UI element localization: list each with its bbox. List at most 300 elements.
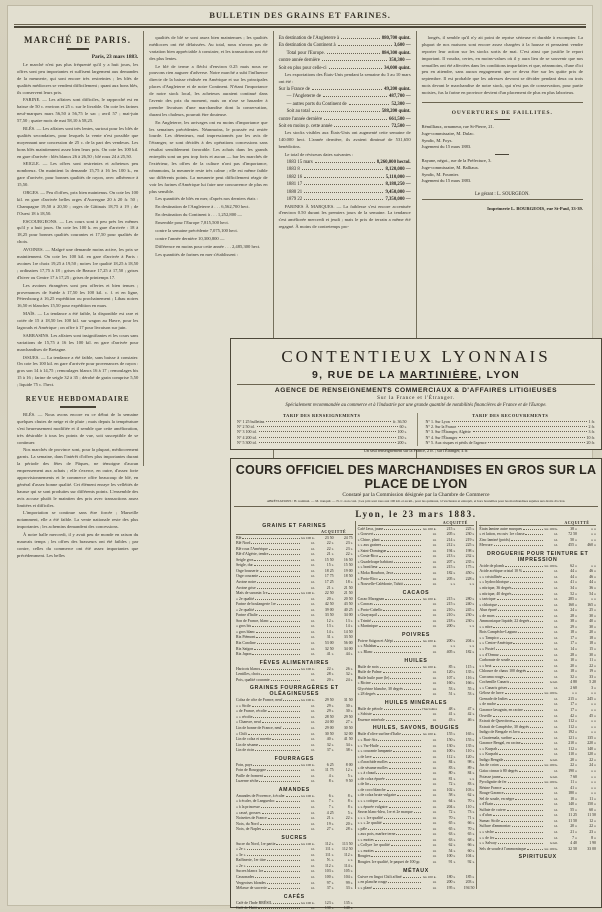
price-row bbox=[236, 748, 353, 754]
price-high: 25 » bbox=[589, 608, 596, 613]
price-low: 150 » bbox=[446, 738, 456, 742]
price-high: 32 00 bbox=[343, 731, 353, 736]
col3-export-stat-3 bbox=[279, 108, 411, 115]
price-low: 213 » bbox=[446, 554, 456, 559]
commodity-name: Grenade de Indies bbox=[479, 696, 508, 701]
price-high: » » bbox=[591, 730, 596, 735]
leader-dots bbox=[512, 825, 543, 828]
commodity-name: Farine de boulangerie 1re bbox=[236, 602, 276, 607]
unit: id. bbox=[554, 719, 558, 724]
unit: les 100 k. bbox=[301, 698, 315, 703]
ad-address-pre: 9, RUE DE LA bbox=[312, 369, 400, 381]
leader-dots bbox=[252, 704, 300, 707]
price-row bbox=[236, 652, 353, 658]
leader-dots bbox=[382, 543, 421, 546]
price-low: 51 » bbox=[448, 692, 456, 697]
unit: id. bbox=[432, 815, 437, 820]
leader-dots bbox=[370, 782, 421, 785]
price-low: 29 50 bbox=[324, 698, 334, 703]
acquitte-label: ACQUITTÉ bbox=[321, 529, 347, 534]
leader-dots bbox=[383, 821, 422, 824]
price-high: 230 » bbox=[465, 618, 475, 623]
price-low: 30 50 bbox=[324, 731, 334, 736]
price-low: 19 » bbox=[326, 821, 334, 826]
leader-dots bbox=[283, 698, 299, 701]
price-low: 29 » bbox=[570, 624, 577, 629]
col3-export-stat-4 bbox=[279, 116, 411, 123]
unit: id. bbox=[432, 543, 437, 548]
leader-dots bbox=[379, 565, 422, 568]
imprimeur-line: Imprimerie L. BOURGEOIS, rue St-Paul, 33-39. bbox=[487, 206, 583, 212]
price-high: 12 » bbox=[345, 768, 353, 773]
unit: id. bbox=[554, 696, 558, 701]
price-high: 44 » bbox=[345, 652, 353, 657]
leader-dots bbox=[257, 641, 300, 644]
col4-para-top: longés, il semble qu'il n'y ait point de reprise sérieuse et durable à escompter. La plupart de nos maisons sont encore assez chargées à la hausse et pensaient vendre reporter leur action sur les stocks sortis de mai. C'est ainsi que justifie le report important. Il voudra, certes, en moins-values où il y aura lieu de se souvenir que nos semailles ont été affectées dans les conditions imparfaites et que, néanmoins, d'une d'ici peu en attendre, sans aucun engagement que ce devra être sur les quitte prix de septembre. Il est probable que les adresses devront se décider pendant deux ou trois mois devant le marchandise de notre stock, qui n'est pas de conservation, pour partie moisies, fus la farine en province devient d'un placement de plus en plus laborieux. bbox=[421, 35, 583, 96]
unit: id. bbox=[554, 646, 558, 651]
acquitte-header bbox=[236, 530, 353, 535]
commodity-name: » » Centre-Amérique bbox=[479, 641, 513, 646]
unit: id. bbox=[432, 576, 437, 581]
price-group-heading-poivres: POIVRES bbox=[402, 631, 430, 638]
price-high: 280 » bbox=[465, 596, 475, 601]
unit: id. bbox=[554, 791, 558, 796]
price-low: 207 » bbox=[446, 559, 456, 564]
leader-dots bbox=[247, 864, 300, 867]
price-high: 36 » bbox=[589, 585, 596, 590]
unit: id. bbox=[311, 863, 315, 868]
unit: id. bbox=[432, 565, 437, 570]
price-low: 180 » bbox=[446, 874, 456, 879]
price-high: » » bbox=[591, 785, 596, 790]
tariff-price: 10 fr. bbox=[586, 434, 595, 440]
unit: id. bbox=[311, 677, 315, 682]
price-row bbox=[236, 886, 353, 892]
leader-dots bbox=[242, 536, 299, 539]
price-high: 460 » bbox=[587, 543, 596, 548]
commodity-name: » » Sicile bbox=[236, 703, 251, 708]
price-high: 18 50 bbox=[343, 574, 353, 579]
price-high: » » bbox=[591, 791, 596, 796]
price-low: 17 » bbox=[570, 708, 577, 712]
price-low: 140 » bbox=[568, 802, 577, 807]
price-high: 30 » bbox=[345, 709, 353, 714]
commodity-name: » à écaler, de Languedoc bbox=[236, 799, 275, 804]
leader-dots bbox=[377, 692, 422, 695]
leader-dots bbox=[273, 901, 300, 904]
stat-label: 1881 17 bbox=[286, 182, 303, 188]
commodity-name: Garance Bengal, en racine bbox=[479, 741, 521, 746]
commodity-name: » nitrique, 40 degrés bbox=[479, 591, 512, 596]
price-high: » » bbox=[591, 702, 596, 707]
commodity-name: » » récolte bbox=[236, 714, 253, 719]
commodity-name: » » Kurpahi bbox=[479, 752, 498, 757]
commodity-name: » Guayaquil bbox=[357, 613, 377, 618]
price-high: 116 » bbox=[465, 675, 475, 680]
price-low: 40 » bbox=[326, 737, 334, 742]
leader-dots bbox=[283, 726, 300, 729]
price-low: 29 » bbox=[326, 703, 334, 708]
unit: id. bbox=[432, 880, 437, 885]
price-low: 7 » bbox=[572, 835, 577, 840]
leader-dots bbox=[511, 658, 543, 661]
tariff-price: 100 » bbox=[397, 429, 407, 435]
leader-dots bbox=[504, 758, 543, 761]
commodity-name: » de colza épurée bbox=[357, 776, 385, 781]
price-high: 110 » bbox=[465, 749, 475, 754]
commodity-name: Huile huile pure (le) bbox=[357, 675, 390, 680]
commodity-name: Pyrolignite de fer bbox=[479, 780, 507, 785]
commodity-name: Avoine noire bbox=[236, 579, 257, 584]
commodity-name: Sels de soude à l'ammoniaque bbox=[479, 846, 527, 851]
commodity-name: » » nitre bbox=[479, 624, 493, 629]
commodity-name: Garance lavagnin, en racine bbox=[479, 708, 523, 712]
leader-dots bbox=[380, 665, 422, 668]
price-high: 70 » bbox=[467, 826, 475, 831]
price-high: 42 » bbox=[467, 712, 475, 717]
newspaper-sheet bbox=[8, 6, 597, 911]
price-high: 112 50 bbox=[342, 847, 353, 852]
leader-dots bbox=[513, 642, 543, 645]
leader-dots bbox=[327, 50, 380, 54]
commodity-name: » » » 1re qualité bbox=[357, 815, 383, 820]
unit: id. bbox=[554, 597, 558, 602]
price-row bbox=[358, 860, 475, 866]
col3-para-1: Les exportations des États-Unis pendant la semaine du 3 au 10 mars ont été : bbox=[278, 72, 411, 84]
price-high: 34 00 bbox=[343, 646, 353, 651]
masthead-rule bbox=[14, 24, 586, 28]
stat-value: 5,110,000 — bbox=[385, 174, 411, 180]
unit: les 100 k. bbox=[544, 763, 558, 768]
price-high: 14 50 bbox=[343, 629, 353, 634]
stat-label: En destination de l'Angleterre à bbox=[278, 36, 340, 41]
leader-dots bbox=[530, 619, 543, 622]
ad-tariff-renseignements bbox=[237, 413, 407, 446]
price-low: 11 50 bbox=[568, 818, 577, 823]
price-high: » » bbox=[591, 597, 596, 602]
col3-year-stat-4 bbox=[279, 189, 411, 196]
stat-value: 8,188,250 — bbox=[385, 182, 411, 188]
commodity-name: » Chine, plant bbox=[357, 537, 380, 542]
price-low: 32 » bbox=[326, 742, 334, 747]
leader-dots bbox=[519, 769, 543, 772]
price-high: 71 » bbox=[467, 815, 475, 820]
acquitte-header bbox=[358, 521, 475, 526]
leader-dots bbox=[459, 435, 584, 438]
leader-dots bbox=[394, 560, 422, 563]
unit: id. bbox=[311, 552, 315, 557]
unit: id. bbox=[432, 712, 437, 717]
col2-body bbox=[149, 31, 267, 259]
leader-dots bbox=[496, 614, 543, 617]
commodity-name: Noisettes de France bbox=[236, 816, 267, 821]
commodity-name: Alun épuré bbox=[479, 608, 497, 613]
leader-dots bbox=[521, 730, 543, 733]
leader-dots bbox=[397, 794, 421, 797]
price-low: 24 00 bbox=[324, 720, 334, 725]
unit: id. bbox=[311, 557, 315, 562]
unit: id. bbox=[432, 760, 437, 765]
col1-paragraph-3: SEIGLE. — Les offres sont restreintes et acheteurs peu nombreux. On maintient la demande 15,75 à 16 les 100 k., en gare d'arrivée, pour bonnes qualités de rayon, avec adhérence à 15,50. bbox=[17, 161, 139, 188]
commodity-name: Sumac Sicile bbox=[479, 818, 500, 823]
unit: id. bbox=[311, 720, 315, 725]
commodity-name: » Costa-Rica bbox=[357, 554, 378, 559]
price-high: 11 » bbox=[589, 658, 596, 663]
price-low: 21 » bbox=[326, 552, 334, 557]
stat-value: 7,350,000 — bbox=[385, 197, 411, 203]
leader-dots bbox=[302, 167, 384, 171]
price-low: 205 » bbox=[446, 576, 456, 581]
price-high: 55 » bbox=[467, 686, 475, 691]
faillites-box bbox=[422, 102, 583, 211]
unit: id. bbox=[554, 813, 558, 818]
col3-year-stat-2 bbox=[279, 174, 411, 181]
price-high: 56 00 bbox=[343, 640, 353, 645]
commodity-name: » Ricine bbox=[357, 681, 371, 686]
commodity-name: Jus de coton bbox=[479, 763, 499, 768]
leader-dots bbox=[277, 602, 300, 605]
leader-dots bbox=[252, 624, 299, 627]
commodity-name: » Gouvert bbox=[357, 532, 374, 537]
price-low: 205 » bbox=[446, 532, 456, 537]
heading-revue-hebdomadaire: REVUE HEBDOMADAIRE bbox=[25, 394, 130, 403]
leader-dots bbox=[403, 875, 422, 878]
price-low: 112 » bbox=[568, 746, 577, 751]
price-table-column-2 bbox=[355, 521, 477, 889]
leader-dots bbox=[527, 669, 543, 672]
leader-dots bbox=[286, 794, 300, 797]
leader-dots bbox=[493, 813, 543, 816]
leader-dots bbox=[508, 780, 543, 783]
ad-address-post: , LYON bbox=[478, 369, 520, 381]
unit: id. bbox=[554, 537, 558, 542]
commodity-name: » de lin bbox=[357, 782, 370, 787]
stat-value: 880,700 quint. bbox=[381, 36, 411, 41]
commodity-name: » nitrique, 36 degrés bbox=[479, 585, 512, 590]
leader-dots bbox=[375, 849, 422, 852]
advertisement-contentieux-lyonnais[interactable] bbox=[230, 338, 602, 453]
price-low: 192 » bbox=[568, 730, 577, 735]
price-low: 112 » bbox=[446, 754, 456, 759]
price-low: 112 » bbox=[325, 841, 334, 846]
leader-dots bbox=[387, 549, 421, 552]
unit: id. bbox=[432, 681, 437, 686]
unit: id. bbox=[311, 640, 315, 645]
unit: le kil. bbox=[550, 757, 558, 762]
price-group-heading-sucres: SUCRES bbox=[281, 834, 308, 841]
unit: les 100 k. bbox=[544, 526, 558, 531]
ad-subtitle: AGENCE DE RENSEIGNEMENTS COMMERCIAUX & D'AFFAIRES LITIGIEUSES bbox=[274, 387, 558, 394]
price-high: 19 00 bbox=[343, 568, 353, 573]
stat-label: 1883 15 mars bbox=[286, 159, 313, 165]
leader-dots bbox=[259, 435, 396, 438]
tariff-label: N° 4 200 id. bbox=[237, 434, 257, 440]
price-high: 46 » bbox=[467, 717, 475, 722]
unit: id. bbox=[554, 769, 558, 774]
price-low: 7 60 bbox=[570, 774, 577, 779]
stat-value: 34,000 quint. bbox=[384, 65, 411, 71]
unit: les 100 k. bbox=[301, 591, 315, 596]
col3-year-stat-1 bbox=[279, 166, 411, 173]
price-high: 150 » bbox=[587, 802, 596, 807]
price-low: 17 25 bbox=[324, 579, 334, 584]
price-low: 8 » bbox=[328, 779, 334, 784]
price-high: 18 » bbox=[589, 641, 596, 646]
unit: id. bbox=[554, 669, 558, 674]
leader-dots bbox=[349, 101, 390, 105]
commodity-name: » d'Étain bbox=[479, 802, 494, 807]
price-high: 204 » bbox=[465, 638, 475, 643]
price-low: 91 » bbox=[448, 860, 456, 865]
price-low: 70 » bbox=[448, 815, 456, 820]
price-low: 28 50 bbox=[324, 714, 334, 719]
unit: id. bbox=[311, 773, 315, 778]
unit: id. bbox=[311, 821, 315, 826]
price-low: 37 » bbox=[326, 886, 334, 891]
bigtable-dateline: Lyon, le 23 mars 1883. bbox=[355, 508, 477, 519]
price-high: 65 » bbox=[467, 832, 475, 837]
unit: id. bbox=[554, 824, 558, 829]
unit: id. bbox=[311, 646, 315, 651]
leader-dots bbox=[259, 779, 299, 782]
leader-dots bbox=[267, 881, 300, 884]
price-low: 29 00 bbox=[324, 726, 334, 730]
leader-dots bbox=[508, 686, 543, 689]
price-low: 160 » bbox=[568, 602, 577, 607]
unit: id. bbox=[432, 854, 437, 859]
leader-dots bbox=[504, 675, 543, 678]
price-high: 182 » bbox=[465, 649, 475, 654]
price-low: 180 » bbox=[568, 791, 577, 796]
price-high: 30 50 bbox=[343, 726, 353, 730]
col2-paragraph-1: Le blé de terme a fléchi d'environ 0.25 mais nous ne pouvons rien augurer d'adverse. Notre marché a subi l'influence directe de la baisse réalisée en Amérique et sur les principales places d'Angleterre et de notre Continent. N'étant l'importance de notre stock local, les acheteurs auraient continué dans l'avenir des prix du moment, mais on n'ose se hasarder à prendre livraison d'une marchandise dont la conservation, durant les chaleurs, pourrait être douteuse. bbox=[149, 63, 268, 117]
price-low: N. » bbox=[326, 858, 334, 863]
gerant-line: Le gérant : L. SOURGEON. bbox=[474, 192, 530, 198]
leader-dots bbox=[390, 676, 421, 679]
price-high: 34 » bbox=[345, 742, 353, 747]
unit: id. bbox=[432, 548, 437, 553]
price-high: 26 » bbox=[345, 666, 353, 671]
price-high: 31 50 bbox=[343, 698, 353, 703]
unit: id. bbox=[311, 618, 315, 623]
price-high: 140 » bbox=[587, 746, 596, 751]
price-high: 23 » bbox=[589, 830, 596, 835]
price-row bbox=[479, 543, 596, 549]
commodity-name: Bougies bbox=[357, 854, 371, 859]
unit: id. bbox=[432, 804, 437, 809]
price-low: 21 » bbox=[326, 585, 334, 590]
leader-dots bbox=[338, 43, 392, 47]
price-low: » » bbox=[450, 582, 456, 587]
price-high: 11 50 bbox=[587, 813, 596, 818]
commodity-name: Zinc laminé (poids) bbox=[479, 537, 511, 542]
stat-label: — l'Angleterre de bbox=[286, 94, 322, 100]
commodity-name: Riz Japon bbox=[236, 652, 252, 657]
leader-dots bbox=[329, 65, 383, 69]
price-low: 102 » bbox=[446, 787, 456, 792]
price-high: » » bbox=[591, 532, 596, 537]
unit: id. bbox=[432, 793, 437, 798]
leader-dots bbox=[386, 777, 422, 780]
price-row bbox=[479, 847, 596, 853]
price-row bbox=[236, 827, 353, 833]
price-high: 22 » bbox=[589, 824, 596, 829]
dateline-paris: Paris, 23 mars 1883. bbox=[91, 54, 139, 60]
leader-dots bbox=[266, 419, 391, 422]
commodity-name: » et laiton, en cuiv 1re classe bbox=[479, 532, 525, 537]
unit: id. bbox=[432, 860, 437, 865]
price-high: 32 » bbox=[345, 672, 353, 677]
commodity-name: Noix, du Nord bbox=[236, 821, 259, 826]
commodity-name: » gros blanc bbox=[236, 629, 256, 634]
price-high: 66 » bbox=[467, 821, 475, 826]
price-high: 43 50 bbox=[343, 602, 353, 607]
col2-paragraph-4: En destination de l'Angleterre à . . . 6,562,700 hect. bbox=[155, 204, 250, 210]
unit: les 100 k. bbox=[301, 762, 315, 767]
unit: id. bbox=[432, 765, 437, 770]
price-high: 23 » bbox=[345, 546, 353, 551]
leader-dots bbox=[262, 811, 300, 814]
leader-dots bbox=[374, 532, 421, 535]
price-high: 135 » bbox=[465, 743, 475, 748]
leader-dots bbox=[503, 575, 543, 578]
commodity-name: » » Var-Huile bbox=[357, 743, 379, 748]
bigtable-rule bbox=[234, 506, 598, 507]
unit: id. bbox=[432, 717, 437, 722]
price-low: 204 » bbox=[446, 804, 456, 809]
price-high: 19 » bbox=[589, 669, 596, 674]
price-high: 135 » bbox=[587, 735, 596, 740]
unit: id. bbox=[432, 644, 437, 649]
leader-dots bbox=[254, 558, 299, 561]
bigtable-legend: ABRÉVIATIONS : H. nominal. — M. tranquil. — N. C. non coté. | Les prix sont tous aux 100 kil. et au kil., pour les quintaux, à l'exclusion et entrepôt, et hors bouteilles pour les marchandises sujettes aux droits d'octroi. bbox=[266, 499, 566, 503]
price-high: 16 50 bbox=[343, 557, 353, 562]
price-low: 15 » bbox=[326, 563, 334, 568]
leader-dots bbox=[312, 86, 382, 90]
tariff-price: 60 » bbox=[399, 424, 407, 429]
stat-label: Soit en moins p. cette année bbox=[278, 124, 333, 129]
leader-dots bbox=[304, 174, 384, 178]
ad-tariff-tables bbox=[237, 413, 595, 446]
leader-dots bbox=[383, 608, 421, 611]
commodity-name: Blé bbox=[236, 535, 242, 540]
commodity-name: » » Bari-Aix bbox=[357, 738, 378, 742]
rule-ornament-3 bbox=[494, 119, 510, 120]
unit: id. bbox=[311, 635, 315, 640]
price-high: 112 » bbox=[344, 852, 353, 857]
leader-dots bbox=[268, 591, 299, 594]
unit: id. bbox=[311, 875, 315, 880]
bigtable-title: COURS OFFICIEL DES MARCHANDISES EN GROS SUR LA PLACE DE LYON bbox=[235, 463, 597, 491]
commodity-name: » » brut bbox=[479, 663, 492, 668]
price-high: 33 » bbox=[589, 674, 596, 679]
commodity-name: » Martinique bbox=[357, 624, 378, 629]
leader-dots bbox=[387, 788, 422, 791]
price-low: 17 » bbox=[570, 702, 577, 707]
price-group-heading-amandes: AMANDES bbox=[278, 786, 310, 793]
commodity-name: Acide acétique cristal 10 % bbox=[479, 569, 523, 574]
unit: id. bbox=[554, 543, 558, 548]
commodity-name: Foin de Bourgogne bbox=[236, 768, 266, 773]
leader-dots bbox=[374, 602, 422, 605]
price-high: » » bbox=[591, 526, 596, 531]
price-low: 22 » bbox=[326, 546, 334, 551]
col1-paragraph-0: Le marché n'est pas plus fréquenté qu'il y a huit jours, les offres sont peu importantes et suffisent largement aux demandes de la meunerie, qui sont encore très restreintes ; les blés de qualités médiocres se vendent difficilement ; quant aux bons blés, ils conservent leurs prix. bbox=[17, 62, 139, 95]
price-row bbox=[236, 906, 353, 912]
leader-dots bbox=[384, 707, 422, 710]
leader-dots bbox=[262, 827, 299, 830]
faillite-separator bbox=[495, 154, 509, 155]
